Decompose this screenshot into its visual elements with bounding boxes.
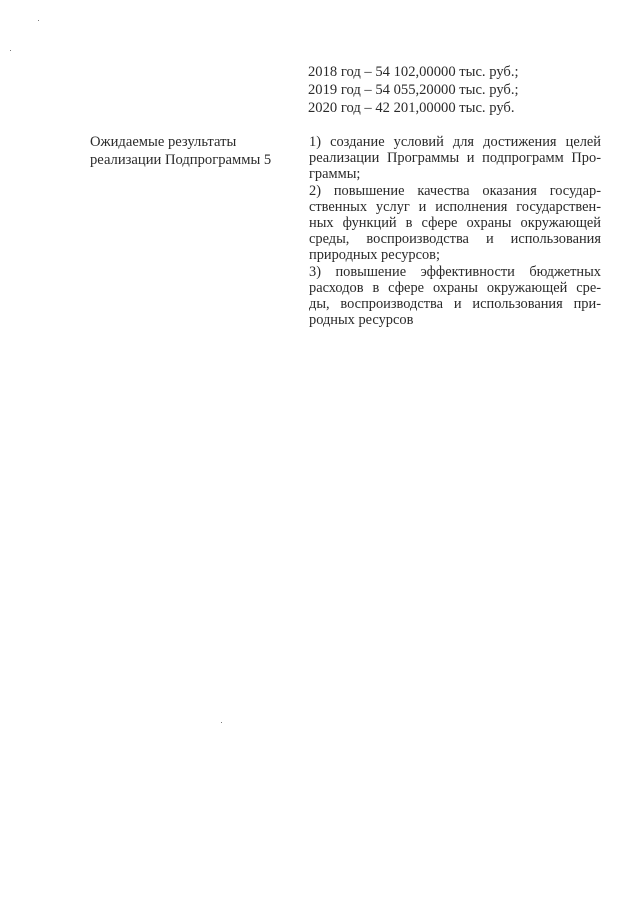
scan-speck [221,722,222,723]
funding-line-2020: 2020 год – 42 201,00000 тыс. руб. [308,100,515,116]
funding-line-2018: 2018 год – 54 102,00000 тыс. руб.; [308,64,519,80]
result-2-line: природных ресурсов; [309,247,440,264]
label-line: Ожидаемые результаты [90,134,237,150]
funding-line-2019: 2019 год – 54 055,20000 тыс. руб.; [308,82,519,98]
expected-results-label [90,134,290,169]
result-1-line: 1) создание условий для достижения целей [309,134,601,150]
label-line: реализации Подпрограммы 5 [90,151,272,168]
scan-speck [38,20,39,21]
result-3-line: родных ресурсов [309,312,414,329]
result-1-line: реализации Программы и подпрограмм Про- [309,150,601,167]
result-3-line: ды, воспроизводства и использования при- [309,296,601,313]
result-3-line: 3) повышение эффективности бюджетных [309,263,601,280]
scan-speck [10,50,11,51]
result-2-line: 2) повышение качества оказания государ- [309,182,601,199]
expected-results-text [309,134,601,328]
result-2-line: ственных услуг и исполнения государствен- [309,198,601,215]
funding-by-year [308,63,608,117]
result-2-line: ных функций в сфере охраны окружающей [309,215,601,232]
result-3-line: расходов в сфере охраны окружающей сре- [309,279,601,296]
result-2-line: среды, воспроизводства и использования [309,231,601,248]
result-1-line: граммы; [309,166,361,183]
